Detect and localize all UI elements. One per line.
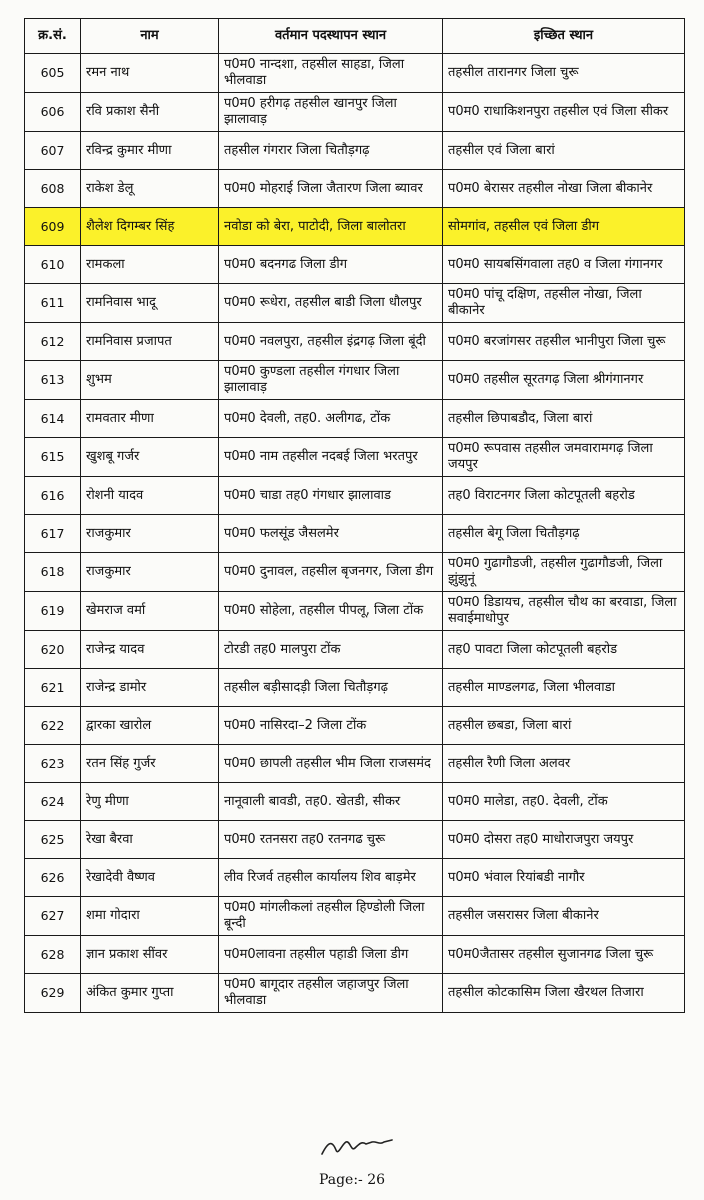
row-current-posting: प0म0 चाडा तह0 गंगधार झालावाड	[219, 477, 443, 515]
row-desired-posting: तहसील तारानगर जिला चुरू	[443, 54, 685, 93]
row-name: रोशनी यादव	[81, 477, 219, 515]
row-serial: 627	[25, 897, 81, 936]
row-name: रामनिवास भादू	[81, 284, 219, 323]
row-desired-posting: तहसील छबडा, जिला बारां	[443, 707, 685, 745]
signature	[318, 1136, 398, 1160]
row-current-posting: प0म0 मोहराई जिला जैतारण जिला ब्यावर	[219, 170, 443, 208]
table-row	[25, 553, 685, 592]
table-row	[25, 208, 685, 246]
row-current-posting: लीव रिजर्व तहसील कार्यालय शिव बाड़मेर	[219, 859, 443, 897]
row-desired-posting: प0म0 सायबसिंगवाला तह0 व जिला गंगानगर	[443, 246, 685, 284]
row-desired-posting: प0म0 दोसरा तह0 माधोराजपुरा जयपुर	[443, 821, 685, 859]
row-serial: 615	[25, 438, 81, 477]
row-desired-posting: तह0 पावटा जिला कोटपूतली बहरोड	[443, 631, 685, 669]
table-row	[25, 361, 685, 400]
row-name: शमा गोदारा	[81, 897, 219, 936]
table-row	[25, 936, 685, 974]
row-name: द्वारका खारोल	[81, 707, 219, 745]
row-name: रामकला	[81, 246, 219, 284]
row-name: शुभम	[81, 361, 219, 400]
table-row	[25, 897, 685, 936]
row-name: राजेन्द्र यादव	[81, 631, 219, 669]
row-current-posting: प0म0 बदनगढ जिला डीग	[219, 246, 443, 284]
row-current-posting: प0म0 छापली तहसील भीम जिला राजसमंद	[219, 745, 443, 783]
row-desired-posting: तहसील बेगू जिला चितौड़गढ़	[443, 515, 685, 553]
row-current-posting: प0म0 दुनावल, तहसील बृजनगर, जिला डीग	[219, 553, 443, 592]
row-current-posting: प0म0 सोहेला, तहसील पीपलू, जिला टोंक	[219, 592, 443, 631]
row-current-posting: तहसील गंगरार जिला चितौड़गढ़	[219, 132, 443, 170]
table-row	[25, 284, 685, 323]
row-name: रेणु मीणा	[81, 783, 219, 821]
table-row	[25, 246, 685, 284]
row-name: रामनिवास प्रजापत	[81, 323, 219, 361]
row-serial: 605	[25, 54, 81, 93]
row-current-posting: प0म0 मांगलीकलां तहसील हिण्डोली जिला बून्दी	[219, 897, 443, 936]
table-row	[25, 669, 685, 707]
table-row	[25, 93, 685, 132]
table-row	[25, 707, 685, 745]
row-serial: 617	[25, 515, 81, 553]
row-name: रतन सिंह गुर्जर	[81, 745, 219, 783]
row-desired-posting: तहसील माण्डलगढ, जिला भीलवाडा	[443, 669, 685, 707]
row-desired-posting: प0म0 मालेडा, तह0. देवली, टोंक	[443, 783, 685, 821]
row-desired-posting: प0म0 रूपवास तहसील जमवारामगढ़ जिला जयपुर	[443, 438, 685, 477]
row-name: राजेन्द्र डामोर	[81, 669, 219, 707]
row-current-posting: प0म0 रतनसरा तह0 रतनगढ चुरू	[219, 821, 443, 859]
page-number: Page:- 26	[318, 1172, 386, 1188]
row-name: रेखादेवी वैष्णव	[81, 859, 219, 897]
header-serial: क्र.सं.	[25, 19, 81, 54]
row-current-posting: प0म0 नान्दशा, तहसील साहडा, जिला भीलवाडा	[219, 54, 443, 93]
row-current-posting: प0म0 नाम तहसील नदबई जिला भरतपुर	[219, 438, 443, 477]
row-current-posting: प0म0 नवलपुरा, तहसील इंद्रगढ़ जिला बूंदी	[219, 323, 443, 361]
row-current-posting: प0म0लावना तहसील पहाडी जिला डीग	[219, 936, 443, 974]
row-name: राजकुमार	[81, 553, 219, 592]
row-serial: 618	[25, 553, 81, 592]
row-current-posting: तहसील बड़ीसादड़ी जिला चितौड़गढ़	[219, 669, 443, 707]
row-serial: 624	[25, 783, 81, 821]
table-row	[25, 745, 685, 783]
table-header-row	[25, 19, 685, 54]
row-serial: 607	[25, 132, 81, 170]
row-desired-posting: प0म0 बेरासर तहसील नोखा जिला बीकानेर	[443, 170, 685, 208]
row-serial: 625	[25, 821, 81, 859]
row-name: शैलेश दिगम्बर सिंह	[81, 208, 219, 246]
row-serial: 612	[25, 323, 81, 361]
table-row	[25, 515, 685, 553]
row-desired-posting: प0म0 बरजांगसर तहसील भानीपुरा जिला चुरू	[443, 323, 685, 361]
table-row	[25, 323, 685, 361]
row-desired-posting: प0म0 डिडायच, तहसील चौथ का बरवाडा, जिला सवाईमाधोपुर	[443, 592, 685, 631]
row-serial: 616	[25, 477, 81, 515]
row-name: रेखा बैरवा	[81, 821, 219, 859]
row-name: रवि प्रकाश सैनी	[81, 93, 219, 132]
table-row	[25, 631, 685, 669]
row-desired-posting: तहसील जसरासर जिला बीकानेर	[443, 897, 685, 936]
row-current-posting: प0म0 हरीगढ़ तहसील खानपुर जिला झालावाड़	[219, 93, 443, 132]
table-row	[25, 170, 685, 208]
row-desired-posting: तहसील छिपाबडौद, जिला बारां	[443, 400, 685, 438]
row-serial: 613	[25, 361, 81, 400]
row-name: रविन्द्र कुमार मीणा	[81, 132, 219, 170]
row-serial: 629	[25, 974, 81, 1013]
row-serial: 611	[25, 284, 81, 323]
row-serial: 620	[25, 631, 81, 669]
row-name: ज्ञान प्रकाश सींवर	[81, 936, 219, 974]
row-desired-posting: प0म0 भंवाल रियांबडी नागौर	[443, 859, 685, 897]
row-name: राकेश डेलू	[81, 170, 219, 208]
table-row	[25, 783, 685, 821]
row-desired-posting: प0म0 गुढागौडजी, तहसील गुढागौडजी, जिला झुंझुनूं	[443, 553, 685, 592]
row-serial: 622	[25, 707, 81, 745]
row-desired-posting: तहसील रैणी जिला अलवर	[443, 745, 685, 783]
row-name: खुशबू गर्जर	[81, 438, 219, 477]
table-row	[25, 821, 685, 859]
row-name: राजकुमार	[81, 515, 219, 553]
row-serial: 606	[25, 93, 81, 132]
row-desired-posting: तह0 विराटनगर जिला कोटपूतली बहरोड	[443, 477, 685, 515]
table-row	[25, 400, 685, 438]
row-current-posting: प0म0 फलसूंड जैसलमेर	[219, 515, 443, 553]
row-desired-posting: प0म0जैतासर तहसील सुजानगढ जिला चुरू	[443, 936, 685, 974]
row-desired-posting: प0म0 राधाकिशनपुरा तहसील एवं जिला सीकर	[443, 93, 685, 132]
row-current-posting: नवोडा को बेरा, पाटोदी, जिला बालोतरा	[219, 208, 443, 246]
row-current-posting: प0म0 रूधेरा, तहसील बाडी जिला धौलपुर	[219, 284, 443, 323]
table-row	[25, 477, 685, 515]
row-serial: 614	[25, 400, 81, 438]
row-current-posting: प0म0 कुण्डला तहसील गंगधार जिला झालावाड़	[219, 361, 443, 400]
row-desired-posting: प0म0 तहसील सूरतगढ़ जिला श्रीगंगानगर	[443, 361, 685, 400]
row-desired-posting: सोमगांव, तहसील एवं जिला डीग	[443, 208, 685, 246]
row-serial: 628	[25, 936, 81, 974]
table-row	[25, 592, 685, 631]
row-name: अंकित कुमार गुप्ता	[81, 974, 219, 1013]
header-desired-posting: इच्छित स्थान	[443, 19, 685, 54]
row-desired-posting: तहसील एवं जिला बारां	[443, 132, 685, 170]
row-current-posting: प0म0 देवली, तह0. अलीगढ, टोंक	[219, 400, 443, 438]
row-serial: 609	[25, 208, 81, 246]
table-row	[25, 859, 685, 897]
row-current-posting: प0म0 नासिरदा–2 जिला टोंक	[219, 707, 443, 745]
row-serial: 626	[25, 859, 81, 897]
row-name: रामवतार मीणा	[81, 400, 219, 438]
transfer-table	[24, 18, 685, 1013]
row-name: रमन नाथ	[81, 54, 219, 93]
row-current-posting: टोरडी तह0 मालपुरा टोंक	[219, 631, 443, 669]
header-current-posting: वर्तमान पदस्थापन स्थान	[219, 19, 443, 54]
row-serial: 610	[25, 246, 81, 284]
header-name: नाम	[81, 19, 219, 54]
table-row	[25, 54, 685, 93]
row-desired-posting: तहसील कोटकासिम जिला खैरथल तिजारा	[443, 974, 685, 1013]
row-serial: 621	[25, 669, 81, 707]
row-desired-posting: प0म0 पांचू दक्षिण, तहसील नोखा, जिला बीकानेर	[443, 284, 685, 323]
table-row	[25, 974, 685, 1013]
row-name: खेमराज वर्मा	[81, 592, 219, 631]
row-current-posting: नानूवाली बावडी, तह0. खेतडी, सीकर	[219, 783, 443, 821]
row-current-posting: प0म0 बागूदार तहसील जहाजपुर जिला भीलवाडा	[219, 974, 443, 1013]
row-serial: 608	[25, 170, 81, 208]
table-row	[25, 438, 685, 477]
row-serial: 623	[25, 745, 81, 783]
table-row	[25, 132, 685, 170]
row-serial: 619	[25, 592, 81, 631]
